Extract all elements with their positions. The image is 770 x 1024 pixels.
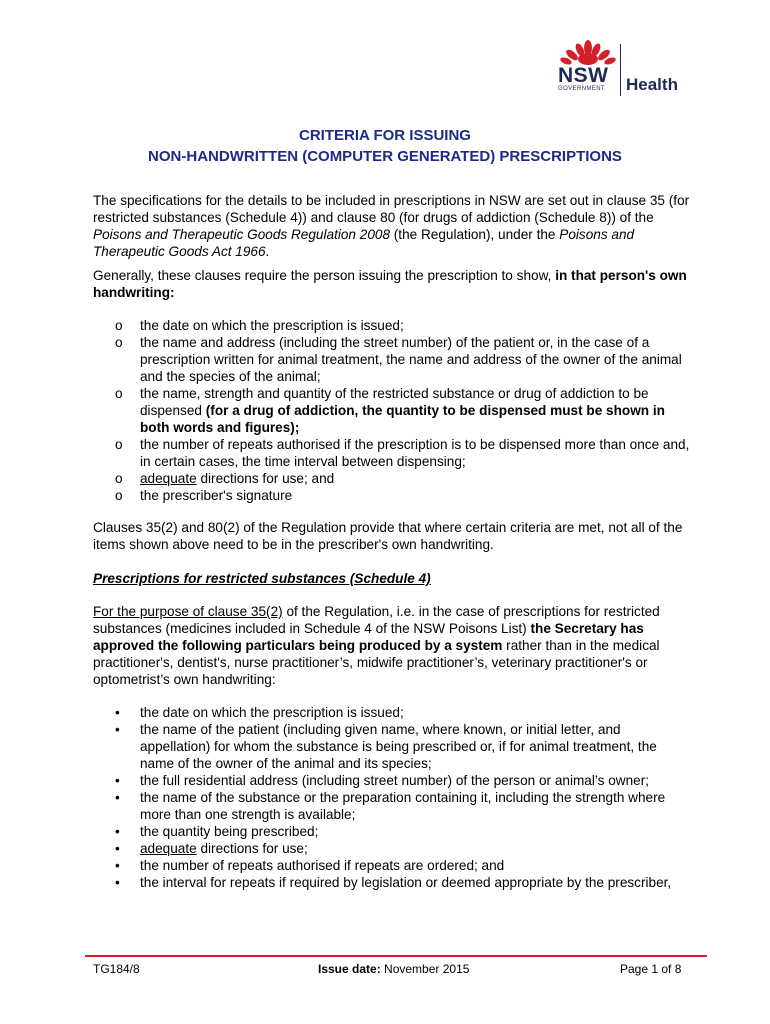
list-item [93, 334, 693, 385]
logo-government: GOVERNMENT [558, 86, 606, 92]
list-item-text: the name of the patient (including given name, where known, or initial letter, and appellation) for whom the substance is being prescribed or, if for animal treatment, the name of the owner of the animal and its species; [140, 722, 657, 771]
list-item-text: the number of repeats authorised if repeats are ordered; and [140, 858, 505, 873]
list-item [93, 721, 693, 772]
handwriting-text: Generally, these clauses require the person issuing the prescription to show, [93, 268, 556, 283]
section-heading: Prescriptions for restricted substances (Schedule 4) [93, 571, 431, 586]
list-item-text: the date on which the prescription is issued; [140, 318, 404, 333]
list-item-emphasis: (for a drug of addiction, the quantity to be dispensed must be shown in both words and figures); [140, 403, 665, 435]
list-item-underlined: adequate [140, 471, 197, 486]
bullet-marker: • [115, 705, 120, 720]
list-item [93, 857, 693, 874]
clauses-paragraph: Clauses 35(2) and 80(2) of the Regulation provide that where certain criteria are met, not all of the items shown above need to be in the prescriber's own handwriting. [93, 520, 683, 552]
logo-divider [620, 44, 621, 96]
list-marker: o [115, 488, 123, 503]
bullet-marker: • [115, 875, 120, 890]
list-item [93, 840, 693, 857]
list-item-text: the interval for repeats if required by legislation or deemed appropriate by the prescriber, [140, 875, 672, 890]
footer-rule [85, 955, 707, 957]
list-item [93, 772, 693, 789]
list-item-text: the quantity being prescribed; [140, 824, 319, 839]
intro-text: (the Regulation), under the [390, 227, 560, 242]
list-marker: o [115, 335, 123, 350]
list-marker: o [115, 437, 123, 452]
list-item-text: the number of repeats authorised if the prescription is to be dispensed more than once and, in certain cases, the time interval between dispensing; [140, 437, 690, 469]
bullet-marker: • [115, 773, 120, 788]
purpose-emphasis: the Secretary has approved the following particulars being produced by a system [93, 621, 644, 653]
handwriting-paragraph [93, 267, 693, 301]
logo-nsw: NSW [558, 64, 609, 87]
list-item-text: the name and address (including the street number) of the patient or, in the case of a prescription written for animal treatment, the name and address of the owner of the animal and the species of the animal; [140, 335, 682, 384]
list-item [93, 385, 693, 436]
logo-health: Health [626, 75, 678, 94]
purpose-underlined: For the purpose of clause 35(2) [93, 604, 283, 619]
list-item [93, 789, 693, 823]
list-marker: o [115, 386, 123, 401]
handwritten-items-list [93, 317, 693, 504]
nsw-health-logo [554, 40, 694, 100]
list-item [93, 317, 693, 334]
bullet-marker: • [115, 858, 120, 873]
bullet-marker: • [115, 841, 120, 856]
list-marker: o [115, 318, 123, 333]
issue-date [318, 962, 469, 976]
page-number: Page 1 of 8 [620, 962, 682, 976]
list-item-text: directions for use; [196, 841, 308, 856]
purpose-paragraph [93, 603, 693, 688]
intro-text: The specifications for the details to be included in prescriptions in NSW are set out in clause 35 (for restricted substances (Schedule 4)) and clause 80 (for drugs of addiction (Schedule 8)) of the [93, 193, 690, 225]
intro-text: . [265, 244, 270, 259]
purpose-text: rather than in the medical practitioner's, dentist's, nurse practitioner’s, midwife practitioner’s, veterinary practitioner's or optometrist’s own handwriting: [93, 638, 660, 687]
list-item [93, 704, 693, 721]
list-item-text: the date on which the prescription is issued; [140, 705, 404, 720]
intro-paragraph [93, 192, 693, 260]
act-name: Poisons and Therapeutic Goods Act 1966 [93, 227, 635, 259]
system-items-list [93, 704, 693, 891]
issue-date-value: November 2015 [380, 962, 470, 976]
list-item [93, 874, 693, 891]
bullet-marker: • [115, 722, 120, 737]
issue-date-label: Issue date: [318, 962, 381, 976]
list-item-text: the name of the substance or the preparation containing it, including the strength where more than one strength is available; [140, 790, 666, 822]
page-title-line2: NON-HANDWRITTEN (COMPUTER GENERATED) PRESCRIPTIONS [148, 148, 622, 165]
handwriting-emphasis: in that person's own handwriting: [93, 268, 687, 300]
list-item-text: the prescriber's signature [140, 488, 293, 503]
list-item [93, 436, 693, 470]
purpose-text: of the Regulation, i.e. in the case of prescriptions for restricted substances (medicines included in Schedule 4 of the NSW Poisons List) [93, 604, 660, 636]
list-item-text: the full residential address (including street number) of the person or animal’s owner; [140, 773, 650, 788]
list-item-underlined: adequate [140, 841, 197, 856]
bullet-marker: • [115, 790, 120, 805]
list-marker: o [115, 471, 123, 486]
page-title-line1: CRITERIA FOR ISSUING [299, 127, 471, 144]
list-item [93, 487, 693, 504]
bullet-marker: • [115, 824, 120, 839]
document-code: TG184/8 [93, 962, 140, 976]
list-item-text: directions for use; and [196, 471, 335, 486]
list-item [93, 470, 693, 487]
list-item [93, 823, 693, 840]
list-item-text: the name, strength and quantity of the restricted substance or drug of addiction to be dispensed [140, 386, 649, 418]
regulation-name: Poisons and Therapeutic Goods Regulation 2008 [93, 227, 390, 242]
